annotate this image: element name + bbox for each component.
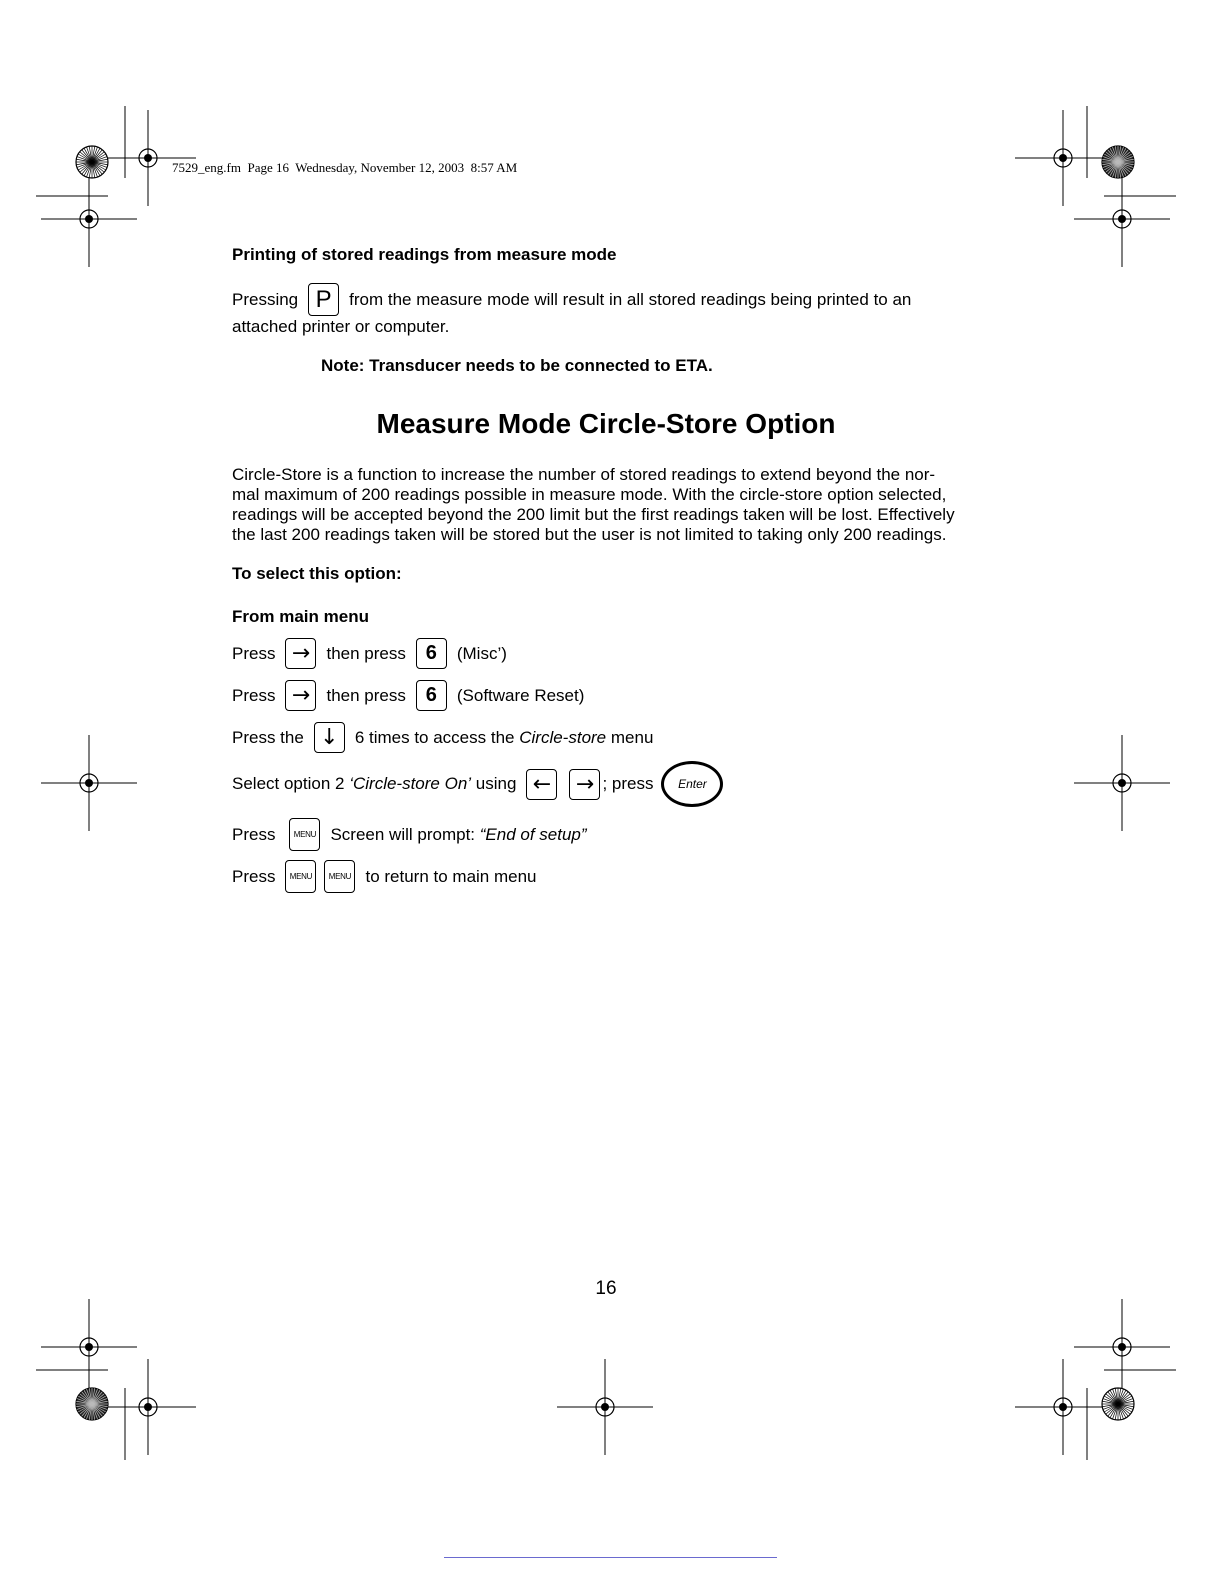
number-6-key-icon: 6: [416, 680, 447, 711]
menu-key-icon: MENU: [324, 860, 355, 893]
step-text: Screen will prompt:: [330, 824, 476, 844]
step-text: Press the: [232, 727, 304, 747]
p-key-icon: P: [308, 283, 339, 316]
crosshair-dot: [1059, 154, 1067, 162]
step-text: using: [475, 774, 517, 793]
select-option-heading: To select this option:: [232, 564, 402, 583]
paragraph-line: the last 200 readings taken will be stored but the user is not limited to taking only 200 readings.: [232, 525, 947, 544]
step-text: Press: [232, 824, 276, 844]
enter-key-icon: Enter: [661, 761, 723, 807]
circle-store-on-option: ‘Circle-store On’: [349, 774, 472, 793]
section-title: Measure Mode Circle-Store Option: [376, 408, 836, 439]
crosshair-dot: [85, 215, 93, 223]
step-text: to return to main menu: [365, 866, 537, 886]
step-4: [232, 761, 731, 807]
step-text: then press: [326, 685, 406, 705]
crosshair-dot: [601, 1403, 609, 1411]
menu-key-icon: MENU: [285, 860, 316, 893]
step-6: [232, 860, 537, 893]
page-number: 16: [595, 1278, 617, 1299]
down-arrow-key-icon: ↓: [314, 722, 345, 753]
header-file-info: 7529_eng.fm Page 16 Wednesday, November 12, 2003 8:57 AM: [172, 160, 518, 175]
crosshair-dot: [1118, 215, 1126, 223]
crosshair-dot: [85, 779, 93, 787]
end-of-setup-prompt: “End of setup”: [479, 824, 587, 844]
step-text: then press: [326, 643, 406, 663]
crosshair-dot: [1118, 1343, 1126, 1351]
step-1: [232, 638, 507, 669]
number-6-key-icon: 6: [416, 638, 447, 669]
step-5: [232, 818, 587, 851]
circle-store-paragraph: [232, 465, 992, 545]
right-arrow-key-icon: →: [569, 769, 600, 800]
paragraph-line: Circle-Store is a function to increase the number of stored readings to extend beyond the nor-: [232, 465, 936, 484]
step-text: ; press: [602, 774, 654, 793]
step-text: 6 times to access the: [354, 727, 515, 747]
step-text: (Software Reset): [456, 685, 585, 705]
printing-heading: Printing of stored readings from measure mode: [232, 245, 617, 264]
crosshair-dot: [144, 154, 152, 162]
circle-store-term: Circle-store: [519, 727, 607, 747]
step-text: Select option 2: [232, 774, 345, 793]
step-text: Press: [232, 866, 276, 886]
right-arrow-key-icon: →: [285, 638, 316, 669]
step-text: Press: [232, 643, 276, 663]
from-main-menu-heading: From main menu: [232, 607, 369, 626]
paragraph-line: readings will be accepted beyond the 200 limit but the first readings taken will be lost. Effectively: [232, 505, 955, 524]
printing-line-2: attached printer or computer.: [232, 317, 450, 336]
step-text: Press: [232, 685, 276, 705]
printing-text-pressing: Pressing: [232, 289, 299, 309]
step-text: (Misc’): [456, 643, 507, 663]
step-3: [232, 722, 653, 753]
printing-line-1: [232, 283, 911, 316]
crosshair-dot: [85, 1343, 93, 1351]
right-arrow-key-icon: →: [285, 680, 316, 711]
crosshair-dot: [144, 1403, 152, 1411]
crosshair-dot: [1059, 1403, 1067, 1411]
menu-key-icon: MENU: [289, 818, 320, 851]
left-arrow-key-icon: ←: [526, 769, 557, 800]
step-text: menu: [610, 727, 654, 747]
footer-rule: [444, 1557, 777, 1558]
printing-text-rest: from the measure mode will result in all stored readings being printed to an: [349, 289, 912, 309]
transducer-note: Note: Transducer needs to be connected to ETA.: [321, 356, 713, 375]
paragraph-line: mal maximum of 200 readings possible in measure mode. With the circle-store option selected,: [232, 485, 947, 504]
step-2: [232, 680, 584, 711]
crosshair-dot: [1118, 779, 1126, 787]
